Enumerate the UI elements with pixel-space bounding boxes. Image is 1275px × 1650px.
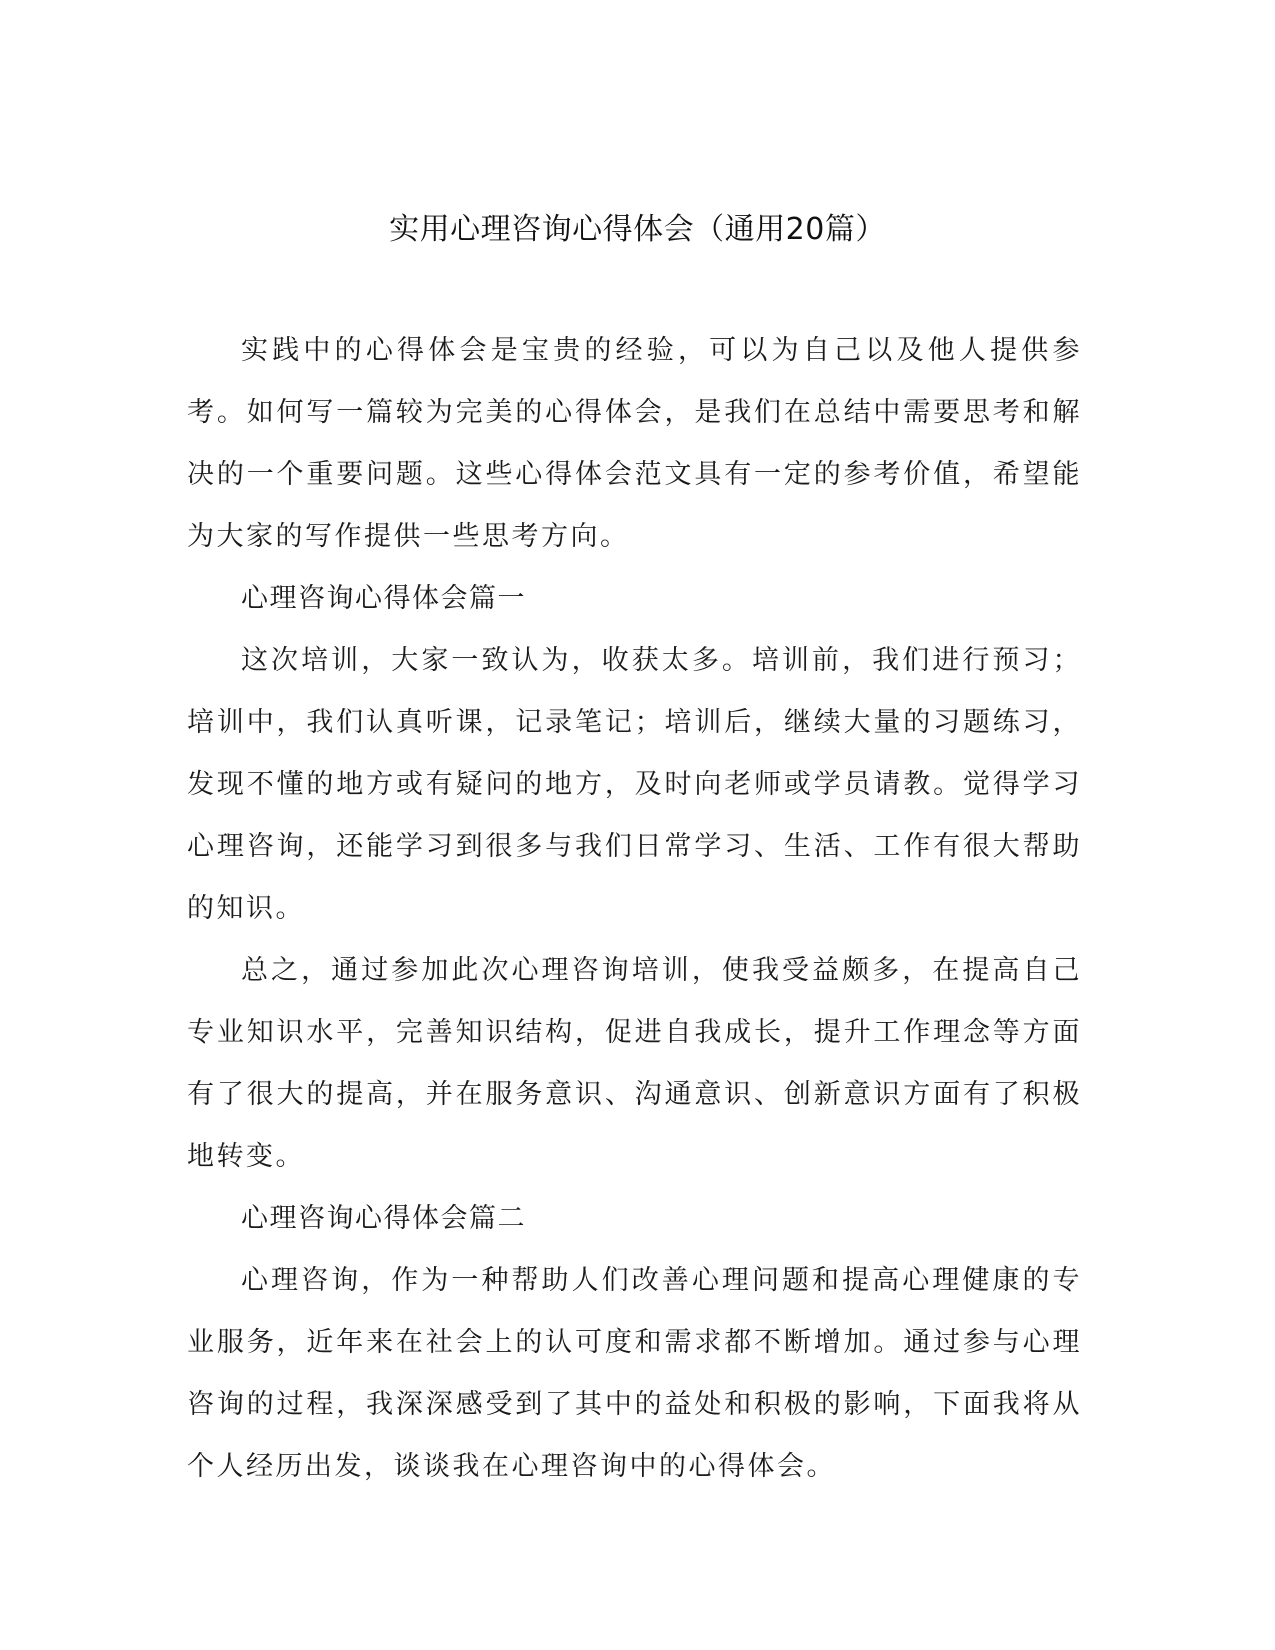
intro-paragraph: 实践中的心得体会是宝贵的经验，可以为自己以及他人提供参考。如何写一篇较为完美的心得体会，是我们在总结中需要思考和解决的一个重要问题。这些心得体会范文具有一定的参考价值，希望能为大家的写作提供一些思考方向。 — [187, 335, 1082, 552]
section1-paragraph-1: 这次培训，大家一致认为，收获太多。培训前，我们进行预习；培训中，我们认真听课，记录笔记；培训后，继续大量的习题练习，发现不懂的地方或有疑问的地方，及时向老师或学员请教。觉得学习心理咨询，还能学习到很多与我们日常学习、生活、工作有很大帮助的知识。 — [187, 645, 1082, 924]
section-heading-2: 心理咨询心得体会篇二 — [241, 1203, 526, 1234]
section-heading-1: 心理咨询心得体会篇一 — [241, 583, 526, 614]
document-title: 实用心理咨询心得体会（通用20篇） — [389, 212, 886, 247]
document-body — [187, 320, 1082, 1498]
section1-paragraph-2: 总之，通过参加此次心理咨询培训，使我受益颇多，在提高自己专业知识水平，完善知识结构，促进自我成长，提升工作理念等方面有了很大的提高，并在服务意识、沟通意识、创新意识方面有了积极地转变。 — [187, 955, 1082, 1172]
section2-paragraph-1: 心理咨询，作为一种帮助人们改善心理问题和提高心理健康的专业服务，近年来在社会上的认可度和需求都不断增加。通过参与心理咨询的过程，我深深感受到了其中的益处和积极的影响，下面我将从个人经历出发，谈谈我在心理咨询中的心得体会。 — [187, 1265, 1082, 1482]
